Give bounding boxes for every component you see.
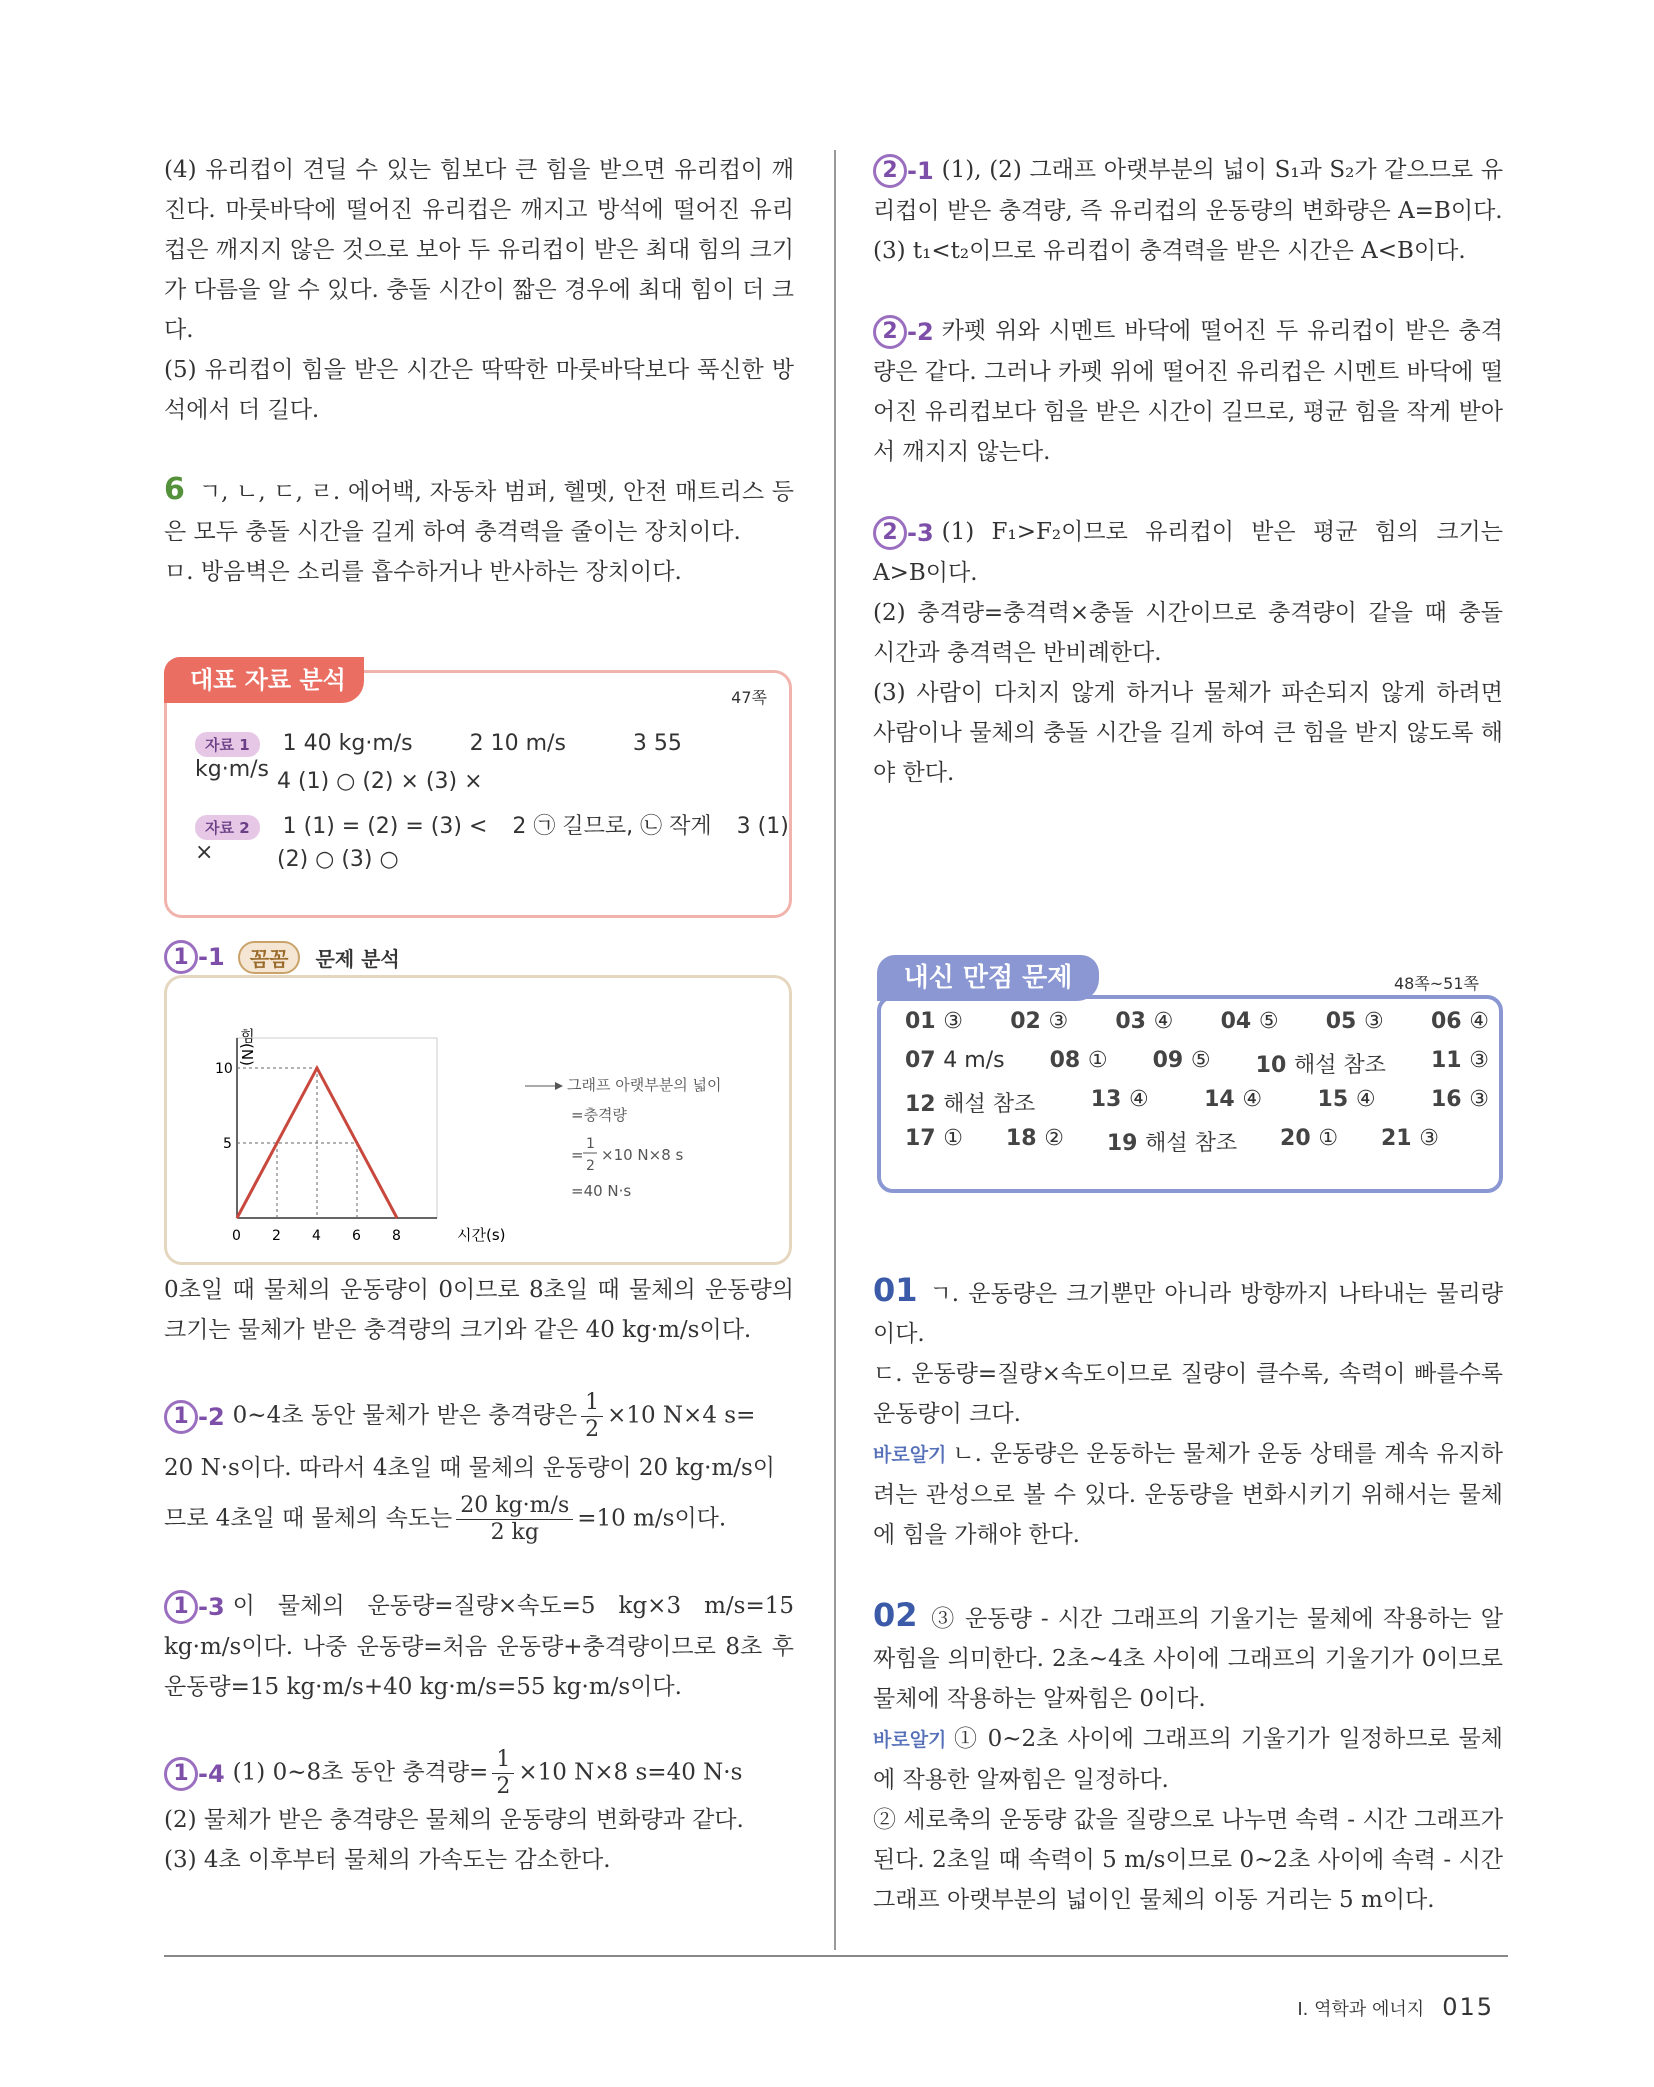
annotation-line1: 그래프 아랫부분의 넓이 — [567, 1076, 722, 1094]
graph-box — [164, 975, 792, 1265]
x-tick-label: 2 — [272, 1228, 281, 1244]
answer-item: 09 ⑤ — [1152, 1048, 1211, 1073]
question-2-1 — [873, 150, 1503, 231]
y-tick-label: 5 — [223, 1136, 232, 1152]
answer-number: 02 — [873, 1596, 918, 1634]
answer-5: (5) 유리컵이 힘을 받은 시간은 딱딱한 마룻바닥보다 푹신한 방석에서 더 길다. — [164, 357, 794, 423]
annotation-line3a: = — [571, 1146, 584, 1164]
page-footer — [1297, 1993, 1494, 2021]
q21-text: (1), (2) 그래프 아랫부분의 넓이 S₁과 S₂가 같으므로 유리컵이 받은 충격량, 즉 유리컵의 운동량의 변화량은 A=B이다. — [873, 157, 1503, 224]
data-tag-2: 자료 2 — [195, 815, 260, 840]
analysis-page: 47쪽 — [731, 688, 767, 707]
answer-item: 16 ③ — [1430, 1087, 1489, 1112]
analysis-answer: 3 (1) × — [195, 814, 789, 865]
frac-num: 1 — [492, 1747, 514, 1774]
answer-item: 03 ④ — [1115, 1009, 1174, 1034]
x-tick-label: 4 — [312, 1228, 321, 1244]
question-sub: -1 — [907, 157, 934, 185]
answer-item: 02 ③ — [1010, 1009, 1069, 1034]
x-tick-label: 8 — [392, 1228, 401, 1244]
question-2-2 — [873, 311, 1503, 472]
analysis-answer: 1 40 kg·m/s — [282, 731, 413, 756]
q21-part3: (3) t₁<t₂이므로 유리컵이 충격력을 받은 시간은 A<B이다. — [873, 238, 1466, 264]
frac-den: 2 kg — [490, 1520, 539, 1545]
a01-correction — [873, 1434, 1503, 1555]
answer-item: 14 ④ — [1204, 1087, 1263, 1112]
q13-text: 이 물체의 운동량=질량×속도=5 kg×3 m/s=15 kg·m/s이다. 나중 운동량=처음 운동량+충격량이므로 8초 후 운동량=15 kg·m/s+40 kg·m/s=55 kg·m/s이다. — [164, 1593, 794, 1700]
x-axis-label: 시간(s) — [457, 1226, 506, 1244]
analysis-title: 대표 자료 분석 — [164, 657, 364, 703]
question-6-text: ㄱ, ㄴ, ㄷ, ㄹ. 에어백, 자동차 범퍼, 헬멧, 안전 매트리스 등은 모두 충돌 시간을 길게 하여 충격력을 줄이는 장치이다. — [164, 479, 794, 545]
answer-row — [905, 1087, 1489, 1118]
bottom-rule — [164, 1955, 1508, 1957]
answer-item: 13 ④ — [1090, 1087, 1149, 1112]
data-tag-1: 자료 1 — [195, 732, 260, 757]
q12-text: ×10 N×4 s= — [607, 1402, 756, 1429]
q23-part2: (2) 충격량=충격력×충돌 시간이므로 충격량이 같을 때 충돌 시간과 충격력은 반비례한다. — [873, 600, 1503, 666]
q1-1-header — [164, 940, 400, 974]
question-1-3 — [164, 1586, 794, 1707]
question-2-3 — [873, 512, 1503, 593]
tag-kkomkkom: 꼼꼼 — [238, 941, 301, 974]
answer-row — [905, 1048, 1489, 1079]
frac-num: 1 — [581, 1390, 603, 1417]
test-answer-box — [877, 963, 1503, 1193]
graph-explanation: 0초일 때 물체의 운동량이 0이므로 8초일 때 물체의 운동량의 크기는 물체가 받은 충격량의 크기와 같은 40 kg·m/s이다. — [164, 1277, 794, 1343]
question-badge: 2 — [873, 154, 907, 188]
q14-text: (1) 0~8초 동안 충격량= — [232, 1759, 489, 1786]
test-title: 내신 만점 문제 — [877, 955, 1099, 1001]
answer-item: 01 ③ — [905, 1009, 964, 1034]
question-1-4 — [164, 1747, 794, 1800]
q14-part3: (3) 4초 이후부터 물체의 가속도는 감소한다. — [164, 1847, 611, 1873]
a01-correction-text: ㄴ. 운동량은 운동하는 물체가 운동 상태를 계속 유지하려는 관성으로 볼 수 있다. 운동량을 변화시키기 위해서는 물체에 힘을 가해야 한다. — [873, 1441, 1503, 1548]
answer-item: 17 ① — [905, 1126, 964, 1151]
answer-item: 07 4 m/s — [905, 1048, 1005, 1073]
a02-text: ③ 운동량 - 시간 그래프의 기울기는 물체에 작용하는 알짜힘을 의미한다. 2초~4초 사이에 그래프의 기울기가 0이므로 물체에 작용하는 알짜힘은 0이다. — [873, 1606, 1503, 1712]
question-sub: -3 — [907, 519, 934, 547]
force-time-graph — [167, 978, 787, 1258]
annotation-frac-den: 2 — [586, 1158, 595, 1174]
answer-02 — [873, 1595, 1503, 1719]
question-number: 6 — [164, 472, 185, 507]
analysis-answer: 2 10 m/s — [469, 731, 566, 756]
question-badge: 1 — [164, 1757, 198, 1791]
right-column — [873, 150, 1503, 1913]
question-sub: -1 — [198, 943, 225, 971]
analysis-answer: 1 (1) = (2) = (3) < — [282, 814, 488, 839]
question-badge: 2 — [873, 516, 907, 550]
answer-row — [905, 1009, 1489, 1034]
answer-row — [905, 1126, 1439, 1157]
q12-text: =10 m/s이다. — [577, 1505, 727, 1532]
answer-item: 15 ④ — [1317, 1087, 1376, 1112]
a01-text: ㄱ. 운동량은 크기뿐만 아니라 방향까지 나타내는 물리량이다. — [873, 1281, 1503, 1347]
answer-number: 01 — [873, 1271, 918, 1309]
q23-text: (1) F₁>F₂이므로 유리컵이 받은 평균 힘의 크기는 A>B이다. — [873, 519, 1503, 586]
answer-item: 10 해설 참조 — [1255, 1053, 1386, 1078]
test-page: 48쪽~51쪽 — [1393, 974, 1479, 993]
a01-part2: ㄷ. 운동량=질량×속도이므로 질량이 클수록, 속력이 빠를수록 운동량이 크다. — [873, 1361, 1503, 1427]
section-title: I. 역학과 에너지 — [1297, 1999, 1425, 2020]
frac-num: 20 kg·m/s — [456, 1493, 573, 1520]
question-sub: -2 — [907, 318, 934, 346]
answer-4: (4) 유리컵이 견딜 수 있는 힘보다 큰 힘을 받으면 유리컵이 깨진다. 마룻바닥에 떨어진 유리컵은 깨지고 방석에 떨어진 유리컵은 깨지지 않은 것으로 보아 두 유리컵이 받은 최대 힘의 크기가 다름을 알 수 있다. 충돌 시간이 짧은 경우에 최대 힘이 더 크다. — [164, 157, 794, 343]
question-sub: -3 — [198, 1593, 225, 1621]
answer-item: 12 해설 참조 — [905, 1092, 1036, 1117]
answer-item: 19 해설 참조 — [1106, 1131, 1238, 1156]
analysis-answer: (2) ○ (3) ○ — [277, 847, 399, 872]
question-sub: -4 — [198, 1759, 225, 1788]
q14-part2: (2) 물체가 받은 충격량은 물체의 운동량의 변화량과 같다. — [164, 1807, 744, 1833]
question-badge: 1 — [164, 1590, 198, 1624]
plot-frame — [237, 1038, 437, 1218]
problem-analysis-label: 문제 분석 — [315, 946, 400, 971]
answer-item: 11 ③ — [1430, 1048, 1489, 1073]
q22-text: 카펫 위와 시멘트 바닥에 떨어진 두 유리컵이 받은 충격량은 같다. 그러나 카펫 위에 떨어진 유리컵은 시멘트 바닥에 떨어진 유리컵보다 힘을 받은 시간이 길므로, 평균 힘을 작게 받아서 깨지지 않는다. — [873, 318, 1503, 465]
annotation-line3b: ×10 N×8 s — [601, 1146, 684, 1164]
analysis-answer: 4 (1) ○ (2) × (3) × — [277, 769, 483, 794]
question-badge: 1 — [164, 1400, 198, 1434]
fraction — [492, 1747, 514, 1800]
q14-text: ×10 N×8 s=40 N·s — [518, 1759, 743, 1786]
fraction — [456, 1493, 573, 1546]
a02-correction-text: ① 0~2초 사이에 그래프의 기울기가 일정하므로 물체에 작용한 알짜힘은 일정하다. — [873, 1726, 1503, 1793]
q12-text: 20 N·s이다. 따라서 4초일 때 물체의 운동량이 20 kg·m/s이 — [164, 1455, 776, 1481]
question-1-2 — [164, 1390, 794, 1546]
answer-item: 21 ③ — [1380, 1126, 1439, 1151]
q12-text: 므로 4초일 때 물체의 속도는 — [164, 1505, 453, 1532]
answer-item: 06 ④ — [1430, 1009, 1489, 1034]
correction-tag: 바로알기 — [873, 1729, 947, 1751]
y-axis-label: 힘(N) — [238, 1028, 256, 1066]
page-number: 015 — [1442, 1993, 1494, 2021]
question-badge: 1 — [164, 940, 198, 974]
answer-item: 04 ⑤ — [1220, 1009, 1279, 1034]
x-tick-label: 0 — [232, 1228, 241, 1244]
question-6 — [164, 470, 794, 552]
annotation-frac-num: 1 — [586, 1136, 595, 1152]
answer-item: 20 ① — [1280, 1126, 1339, 1151]
q12-text: 0~4초 동안 물체가 받은 충격량은 — [232, 1402, 578, 1429]
correction-tag: 바로알기 — [873, 1444, 947, 1466]
analysis-answer: 2 ㉠ 길므로, ㉡ 작게 — [512, 814, 712, 839]
question-badge: 2 — [873, 315, 907, 349]
answer-item: 08 ① — [1049, 1048, 1108, 1073]
analysis-box — [164, 666, 792, 918]
fraction — [581, 1390, 603, 1443]
answer-01 — [873, 1270, 1503, 1354]
a02-correction — [873, 1719, 1503, 1800]
q23-part3: (3) 사람이 다치지 않게 하거나 물체가 파손되지 않게 하려면 사람이나 물체의 충돌 시간을 길게 하여 큰 힘을 받지 않도록 해야 한다. — [873, 680, 1503, 786]
column-divider — [834, 150, 836, 1950]
answer-item: 05 ③ — [1325, 1009, 1384, 1034]
question-6-extra: ㅁ. 방음벽은 소리를 흡수하거나 반사하는 장치이다. — [164, 559, 682, 585]
annotation-line2: =충격량 — [571, 1106, 628, 1124]
question-sub: -2 — [198, 1402, 225, 1431]
x-tick-label: 6 — [352, 1228, 361, 1244]
answer-item: 18 ② — [1005, 1126, 1064, 1151]
y-tick-label: 10 — [215, 1061, 233, 1077]
analysis-answer: 3 55 kg·m/s — [195, 731, 682, 782]
frac-den: 2 — [585, 1417, 600, 1442]
annotation-line4: =40 N·s — [571, 1182, 632, 1200]
left-column — [164, 150, 794, 1873]
arrow-head-icon — [555, 1082, 563, 1090]
frac-den: 2 — [496, 1774, 511, 1799]
a02-part3: ② 세로축의 운동량 값을 질량으로 나누면 속력 - 시간 그래프가 된다. 2초일 때 속력이 5 m/s이므로 0~2초 사이에 속력 - 시간 그래프 아랫부분의 넓이인 물체의 이동 거리는 5 m이다. — [873, 1807, 1503, 1913]
